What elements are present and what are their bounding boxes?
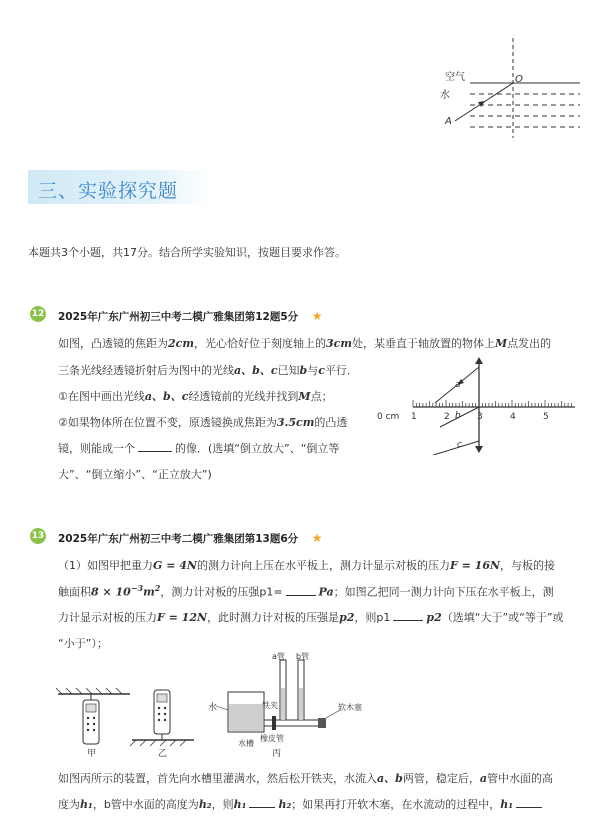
q12-line-6: 大”、“倒立缩小”、“正立放大”)	[58, 468, 212, 481]
star-icon: ★	[311, 309, 323, 323]
ruler-tick-label: 2	[444, 412, 450, 422]
question-number-badge: 13	[30, 528, 46, 544]
air-label: 空气	[445, 72, 465, 83]
question-number-badge: 12	[30, 306, 46, 322]
lens-ruler-figure	[375, 355, 575, 455]
fig-jia-label: 甲	[87, 749, 97, 759]
q12-line-2: 三条光线经透镜折射后为图中的光线a、b、c已知b与c平行．	[58, 364, 358, 377]
ruler-tick-label: 3	[477, 412, 483, 422]
q12-line-4: ②如果物体所在位置不变，原透镜换成焦距为3.5cm的凸透	[58, 416, 348, 429]
answer-blank[interactable]	[516, 797, 542, 808]
ruler-zero-label: 0 cm	[377, 412, 400, 422]
fig-clip-label: 铁夹	[262, 701, 278, 710]
q12-line-5: 镜，则能成一个 的像．(选填“倒立放大”、“倒立等	[58, 442, 340, 455]
point-a-label: A	[445, 116, 452, 127]
q12-line-1: 如图，凸透镜的焦距为2cm，光心恰好位于刻度轴上的3cm处，某垂直于轴放置的物体上M点发出的	[58, 337, 552, 350]
q13-line-3: 力计显示对板的压力F = 12N，此时测力计对板的压强是p2，则p1 p2（选填“大于”或“等于”或	[58, 611, 564, 624]
q12-line-3: ①在图中画出光线a、b、c经透镜前的光线并找到M点；	[58, 390, 333, 403]
fig-rubber-label: 橡皮管	[260, 734, 284, 743]
ruler-tick-label: 5	[543, 412, 549, 422]
fig-water-label: 水	[208, 703, 218, 713]
ruler-tick-label: 4	[510, 412, 516, 422]
point-o-label: O	[515, 74, 523, 85]
q13-line-1: （1）如图甲把重力G = 4N的测力计向上压在水平板上，测力计显示对板的压力F = 16N，与板的接	[58, 559, 556, 572]
question-title-text: 2025年广东广州初三中考二模广雅集团第13题6分	[58, 533, 299, 545]
question-title-text: 2025年广东广州初三中考二模广雅集团第12题5分	[58, 311, 299, 323]
section-intro: 本题共3个小题，共17分。结合所学实验知识，按题目要求作答。	[28, 246, 346, 259]
q13-line-5: 如图丙所示的装置，首先向水槽里灌满水，然后松开铁夹，水流入a、b两管，稳定后，a管中水面的高	[58, 772, 553, 785]
water-label: 水	[440, 90, 450, 101]
q13-line-2: 触面积$8 \times 10^{-3}m^2$，测力计对板的压强p1= Pa；如图乙把同一测力计向下压在水平板上，测	[58, 583, 554, 599]
question-title[interactable]	[58, 309, 323, 324]
ray-label-c: c	[457, 440, 462, 450]
ray-label-a: a	[455, 380, 461, 390]
fig-bing-label: 丙	[272, 749, 282, 759]
fig-cork-label: 软木塞	[338, 703, 362, 712]
fig-yi-label: 乙	[158, 749, 168, 759]
fig-tank-label: 水槽	[238, 739, 254, 748]
section-title: 三、实验探究题	[38, 180, 179, 202]
fig-pipe-a-label: a管	[272, 652, 285, 661]
answer-blank[interactable]	[249, 797, 275, 808]
apparatus-figure	[50, 648, 390, 760]
ruler-tick-label: 1	[411, 412, 417, 422]
q13-line-6: 度为h₁，b管中水面的高度为h₂，则h₁ h₂；如果再打开软木塞，在水流动的过程中，h₁	[58, 796, 545, 812]
ray-label-b: b	[455, 411, 461, 421]
answer-blank[interactable]	[286, 585, 316, 596]
question-title[interactable]	[58, 531, 323, 546]
q13-line-4: “小于”）；	[58, 637, 108, 650]
fig-pipe-b-label: b管	[296, 652, 310, 661]
answer-blank[interactable]	[393, 610, 423, 621]
answer-blank[interactable]	[138, 441, 172, 452]
star-icon: ★	[311, 531, 323, 545]
refraction-figure	[435, 38, 580, 138]
